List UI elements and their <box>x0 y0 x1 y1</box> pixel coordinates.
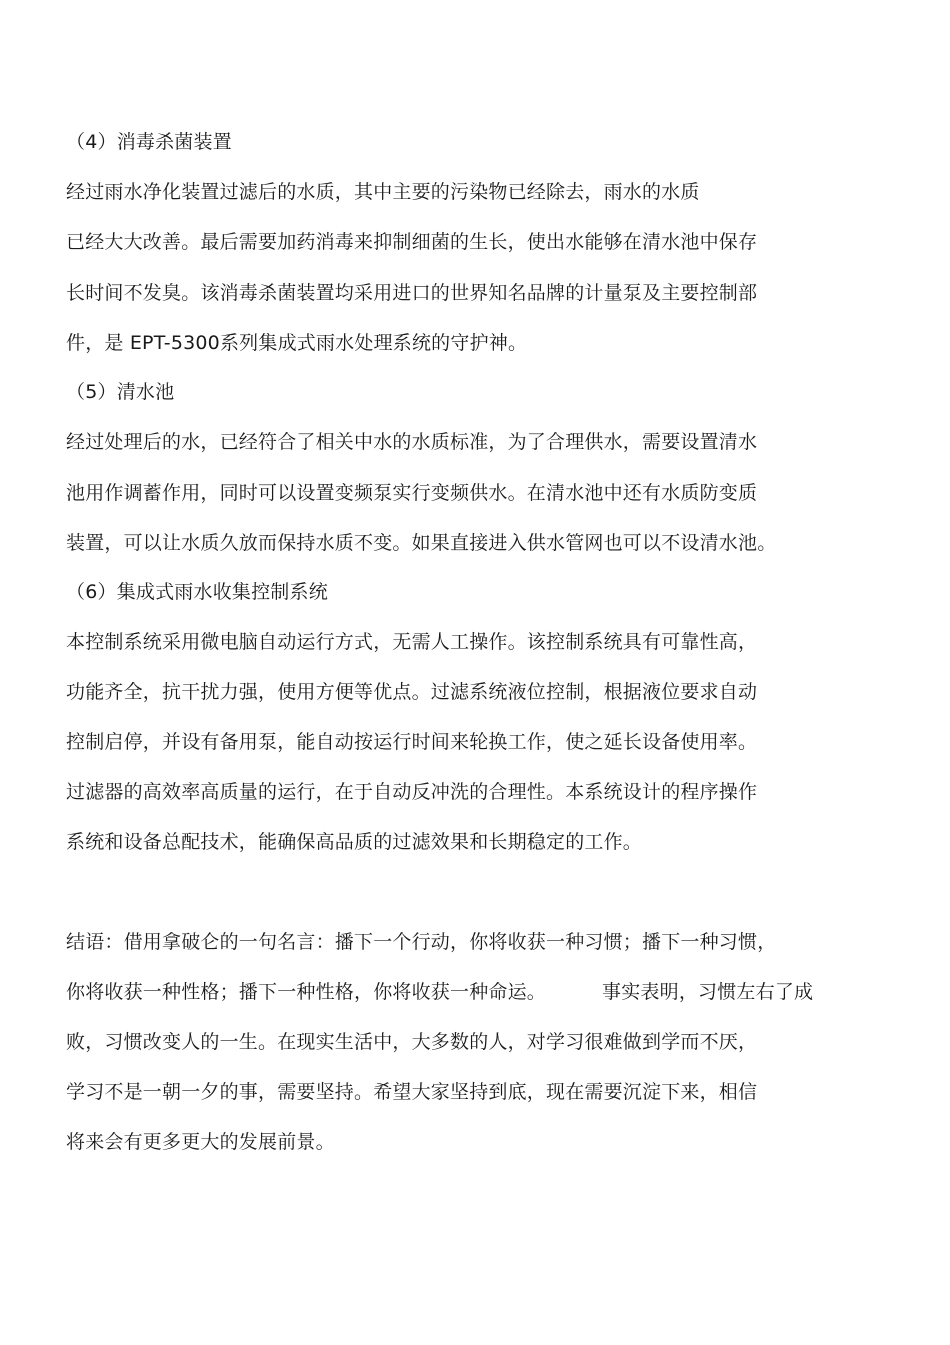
section-4-paragraph-line: 经过雨水净化装置过滤后的水质，其中主要的污染物已经除去，雨水的水质 <box>66 181 700 203</box>
section-6-paragraph-line: 系统和设备总配技术，能确保高品质的过滤效果和长期稳定的工作。 <box>66 831 643 853</box>
section-4-paragraph-line: 已经大大改善。最后需要加药消毒来抑制细菌的生长，使出水能够在清水池中保存 <box>66 231 758 253</box>
section-4-paragraph-line: 件，是 EPT-5300系列集成式雨水处理系统的守护神。 <box>66 332 528 354</box>
section-6-paragraph-line: 过滤器的高效率高质量的运行，在于自动反冲洗的合理性。本系统设计的程序操作 <box>66 781 758 803</box>
conclusion-line: 结语：借用拿破仑的一句名言：播下一个行动，你将收获一种习惯；播下一种习惯， <box>66 931 777 953</box>
section-6-paragraph-line: 控制启停，并设有备用泵，能自动按运行时间来轮换工作，使之延长设备使用率。 <box>66 731 758 753</box>
conclusion-line: 败，习惯改变人的一生。在现实生活中，大多数的人，对学习很难做到学而不厌， <box>66 1031 758 1053</box>
section-5-paragraph-line: 经过处理后的水，已经符合了相关中水的水质标准，为了合理供水，需要设置清水 <box>66 431 758 453</box>
section-6-heading: （6）集成式雨水收集控制系统 <box>66 581 328 603</box>
section-6-paragraph-line: 本控制系统采用微电脑自动运行方式，无需人工操作。该控制系统具有可靠性高， <box>66 631 758 653</box>
conclusion-line: 学习不是一朝一夕的事，需要坚持。希望大家坚持到底，现在需要沉淀下来，相信 <box>66 1081 758 1103</box>
conclusion-line-part: 你将收获一种性格；播下一种性格，你将收获一种命运。 <box>66 981 547 1003</box>
section-5-heading: （5）清水池 <box>66 381 175 403</box>
section-4-heading: （4）消毒杀菌装置 <box>66 131 232 153</box>
conclusion-line-part: 事实表明，习惯左右了成 <box>602 981 814 1003</box>
section-5-paragraph-line: 装置，可以让水质久放而保持水质不变。如果直接进入供水管网也可以不设清水池。 <box>66 532 777 554</box>
section-4-paragraph-line: 长时间不发臭。该消毒杀菌装置均采用进口的世界知名品牌的计量泵及主要控制部 <box>66 282 758 304</box>
section-6-paragraph-line: 功能齐全，抗干扰力强，使用方便等优点。过滤系统液位控制，根据液位要求自动 <box>66 681 758 703</box>
conclusion-line <box>66 979 813 1005</box>
conclusion-line: 将来会有更多更大的发展前景。 <box>66 1131 335 1153</box>
section-5-paragraph-line: 池用作调蓄作用，同时可以设置变频泵实行变频供水。在清水池中还有水质防变质 <box>66 482 758 504</box>
